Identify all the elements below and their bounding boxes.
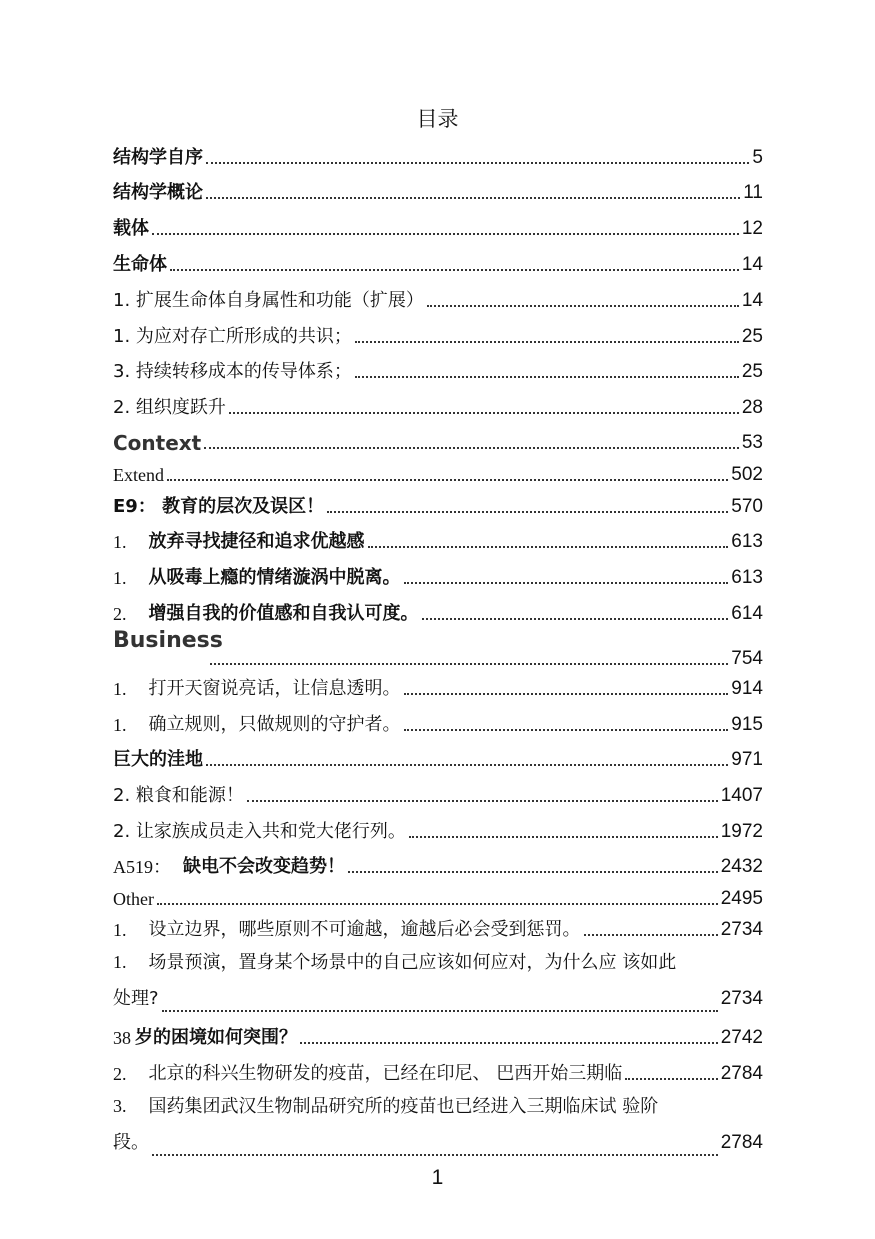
toc-entry[interactable] (113, 139, 763, 169)
dot-leader (348, 871, 718, 873)
dot-leader (206, 162, 749, 164)
toc-entry[interactable] (113, 318, 763, 348)
toc-entry[interactable] (113, 353, 763, 383)
dot-leader (229, 412, 739, 414)
dot-leader (170, 269, 739, 271)
toc-entry-text: 岁的困境如何突围？ (135, 1027, 297, 1048)
toc-entry-number: 1. (113, 532, 127, 552)
toc-entry-number: 2. (113, 1064, 127, 1084)
toc-entry-text: 结构学自序 (113, 147, 203, 168)
toc-entry-text: 3. 持续转移成本的传导体系； (113, 361, 352, 382)
toc-page-number: 614 (731, 603, 763, 624)
dot-leader (206, 764, 728, 766)
toc-entry-text: 打开天窗说亮话，让信息透明。 (148, 678, 401, 699)
toc-entry-text-continued: 段。 (113, 1132, 149, 1153)
toc-entry-text: 1. 为应对存亡所形成的共识； (113, 326, 352, 347)
toc-entry[interactable] (113, 559, 763, 589)
dot-leader (584, 934, 718, 936)
dot-leader (204, 447, 739, 449)
toc-entry-text: 结构学概论 (113, 182, 203, 203)
dot-leader (355, 376, 739, 378)
toc-page-number: 25 (741, 326, 763, 347)
toc-entry[interactable] (113, 456, 763, 486)
toc-entry-text: 北京的科兴生物研发的疫苗，已经在印尼、 巴西开始三期临 (148, 1063, 623, 1084)
toc-page-number: 2734 (720, 919, 763, 940)
toc-entry-number: 2. (113, 604, 127, 624)
dot-leader (206, 197, 740, 199)
dot-leader (162, 1010, 718, 1012)
toc-page-number: 971 (731, 749, 763, 770)
toc-entry-text: 放弃寻找捷径和追求优越感 (148, 531, 365, 552)
toc-entry-text: Other (113, 889, 154, 909)
toc-entry[interactable] (113, 1055, 763, 1085)
toc-entry[interactable] (113, 777, 763, 807)
dot-leader (427, 305, 739, 307)
toc-page-number: 14 (741, 290, 763, 311)
toc-entry-text: 载体 (113, 218, 149, 239)
toc-entry-text: 2. 组织度跃升 (113, 397, 226, 418)
toc-page-number: 12 (741, 218, 763, 239)
toc-entry-number: 3. (113, 1096, 127, 1116)
toc-entry[interactable] (113, 670, 763, 700)
dot-leader (404, 693, 729, 695)
toc-entry[interactable] (113, 880, 763, 910)
dot-leader (152, 1154, 718, 1156)
toc-entry[interactable] (113, 246, 763, 276)
toc-entry-text: 生命体 (113, 254, 167, 275)
toc-entry-multiline[interactable] (113, 944, 763, 1017)
toc-entry[interactable] (113, 174, 763, 204)
dot-leader (210, 663, 728, 665)
toc-entry[interactable] (113, 282, 763, 312)
toc-entry-text: Context (113, 431, 202, 455)
toc-entry[interactable] (113, 210, 763, 240)
toc-page-number: 2495 (720, 888, 763, 909)
toc-entry-heading[interactable]: Business (113, 628, 223, 653)
toc-page-number: 502 (731, 464, 763, 485)
toc-page-number: 11 (743, 182, 763, 203)
toc-entry-text: Extend (113, 465, 164, 485)
dot-leader (152, 233, 739, 235)
toc-entry-text: 场景预演，置身某个场景中的自己应该如何应对，为什么应 该如此 (148, 952, 677, 973)
toc-page-number: 1972 (720, 821, 763, 842)
dot-leader (422, 618, 729, 620)
toc-page-number: 613 (731, 567, 763, 588)
toc-page-number: 754 (731, 648, 763, 669)
toc-entry[interactable] (210, 640, 763, 670)
toc-entry[interactable] (113, 1019, 763, 1049)
toc-entry[interactable] (113, 595, 763, 625)
toc-entry-text: 2. 粮食和能源！ (113, 785, 244, 806)
toc-page-number: 28 (741, 397, 763, 418)
toc-entry[interactable] (113, 813, 763, 843)
toc-entry-text: 缺电不会改变趋势！ (183, 856, 345, 877)
toc-entry-number: A519： (113, 857, 171, 877)
toc-page-number: 915 (731, 714, 763, 735)
toc-entry[interactable] (113, 706, 763, 736)
dot-leader (355, 341, 739, 343)
dot-leader (247, 800, 718, 802)
toc-entry-number: 1. (113, 568, 127, 588)
toc-title: 目录 (416, 107, 459, 131)
footer-page-number: 1 (431, 1166, 444, 1189)
dot-leader (167, 479, 728, 481)
toc-page-number: 25 (741, 361, 763, 382)
toc-page-number: 5 (752, 147, 763, 168)
dot-leader (327, 511, 728, 513)
toc-page-number: 2784 (720, 1063, 763, 1084)
toc-page-number: 2432 (720, 856, 763, 877)
toc-entry-text: 2. 让家族成员走入共和党大佬行列。 (113, 821, 406, 842)
dot-leader (409, 836, 718, 838)
toc-entry-number: 1. (113, 952, 127, 972)
toc-entry-number: 38 (113, 1028, 131, 1048)
toc-entry[interactable] (113, 848, 763, 878)
toc-page-number: 570 (731, 496, 763, 517)
toc-entry-multiline[interactable] (113, 1088, 763, 1161)
toc-entry[interactable] (113, 389, 763, 419)
toc-page-number: 14 (741, 254, 763, 275)
toc-entry[interactable] (113, 523, 763, 553)
toc-entry-text: 增强自我的价值感和自我认可度。 (148, 603, 419, 624)
dot-leader (404, 582, 729, 584)
toc-page-number: 613 (731, 531, 763, 552)
toc-entry-text: 1. 扩展生命体自身属性和功能（扩展） (113, 290, 424, 311)
toc-entry[interactable] (113, 424, 763, 454)
toc-entry[interactable] (113, 488, 763, 518)
toc-page-number: 2734 (720, 988, 763, 1009)
toc-entry[interactable] (113, 741, 763, 771)
toc-page-number: 2742 (720, 1027, 763, 1048)
toc-page-number: 1407 (720, 785, 763, 806)
toc-page-number: 914 (731, 678, 763, 699)
toc-entry-text: 巨大的洼地 (113, 749, 203, 770)
dot-leader (404, 729, 729, 731)
dot-leader (625, 1078, 717, 1080)
toc-entry-text: 确立规则，只做规则的守护者。 (148, 714, 401, 735)
toc-entry-number: 1. (113, 679, 127, 699)
dot-leader (368, 546, 729, 548)
toc-page-number: 53 (741, 432, 763, 453)
dot-leader (300, 1042, 718, 1044)
dot-leader (157, 903, 718, 905)
toc-entry-text: E9： 教育的层次及误区！ (113, 496, 325, 517)
toc-entry[interactable] (113, 911, 763, 941)
toc-page-number: 2784 (720, 1132, 763, 1153)
toc-entry-text: 从吸毒上瘾的情绪漩涡中脱离。 (148, 567, 401, 588)
toc-entry-text-continued: 处理? (113, 988, 159, 1009)
toc-entry-text: 设立边界，哪些原则不可逾越，逾越后必会受到惩罚。 (148, 919, 581, 940)
toc-entry-number: 1. (113, 920, 127, 940)
toc-entry-number: 1. (113, 715, 127, 735)
toc-entry-text: 国药集团武汉生物制品研究所的疫苗也已经进入三期临床试 验阶 (148, 1096, 659, 1117)
